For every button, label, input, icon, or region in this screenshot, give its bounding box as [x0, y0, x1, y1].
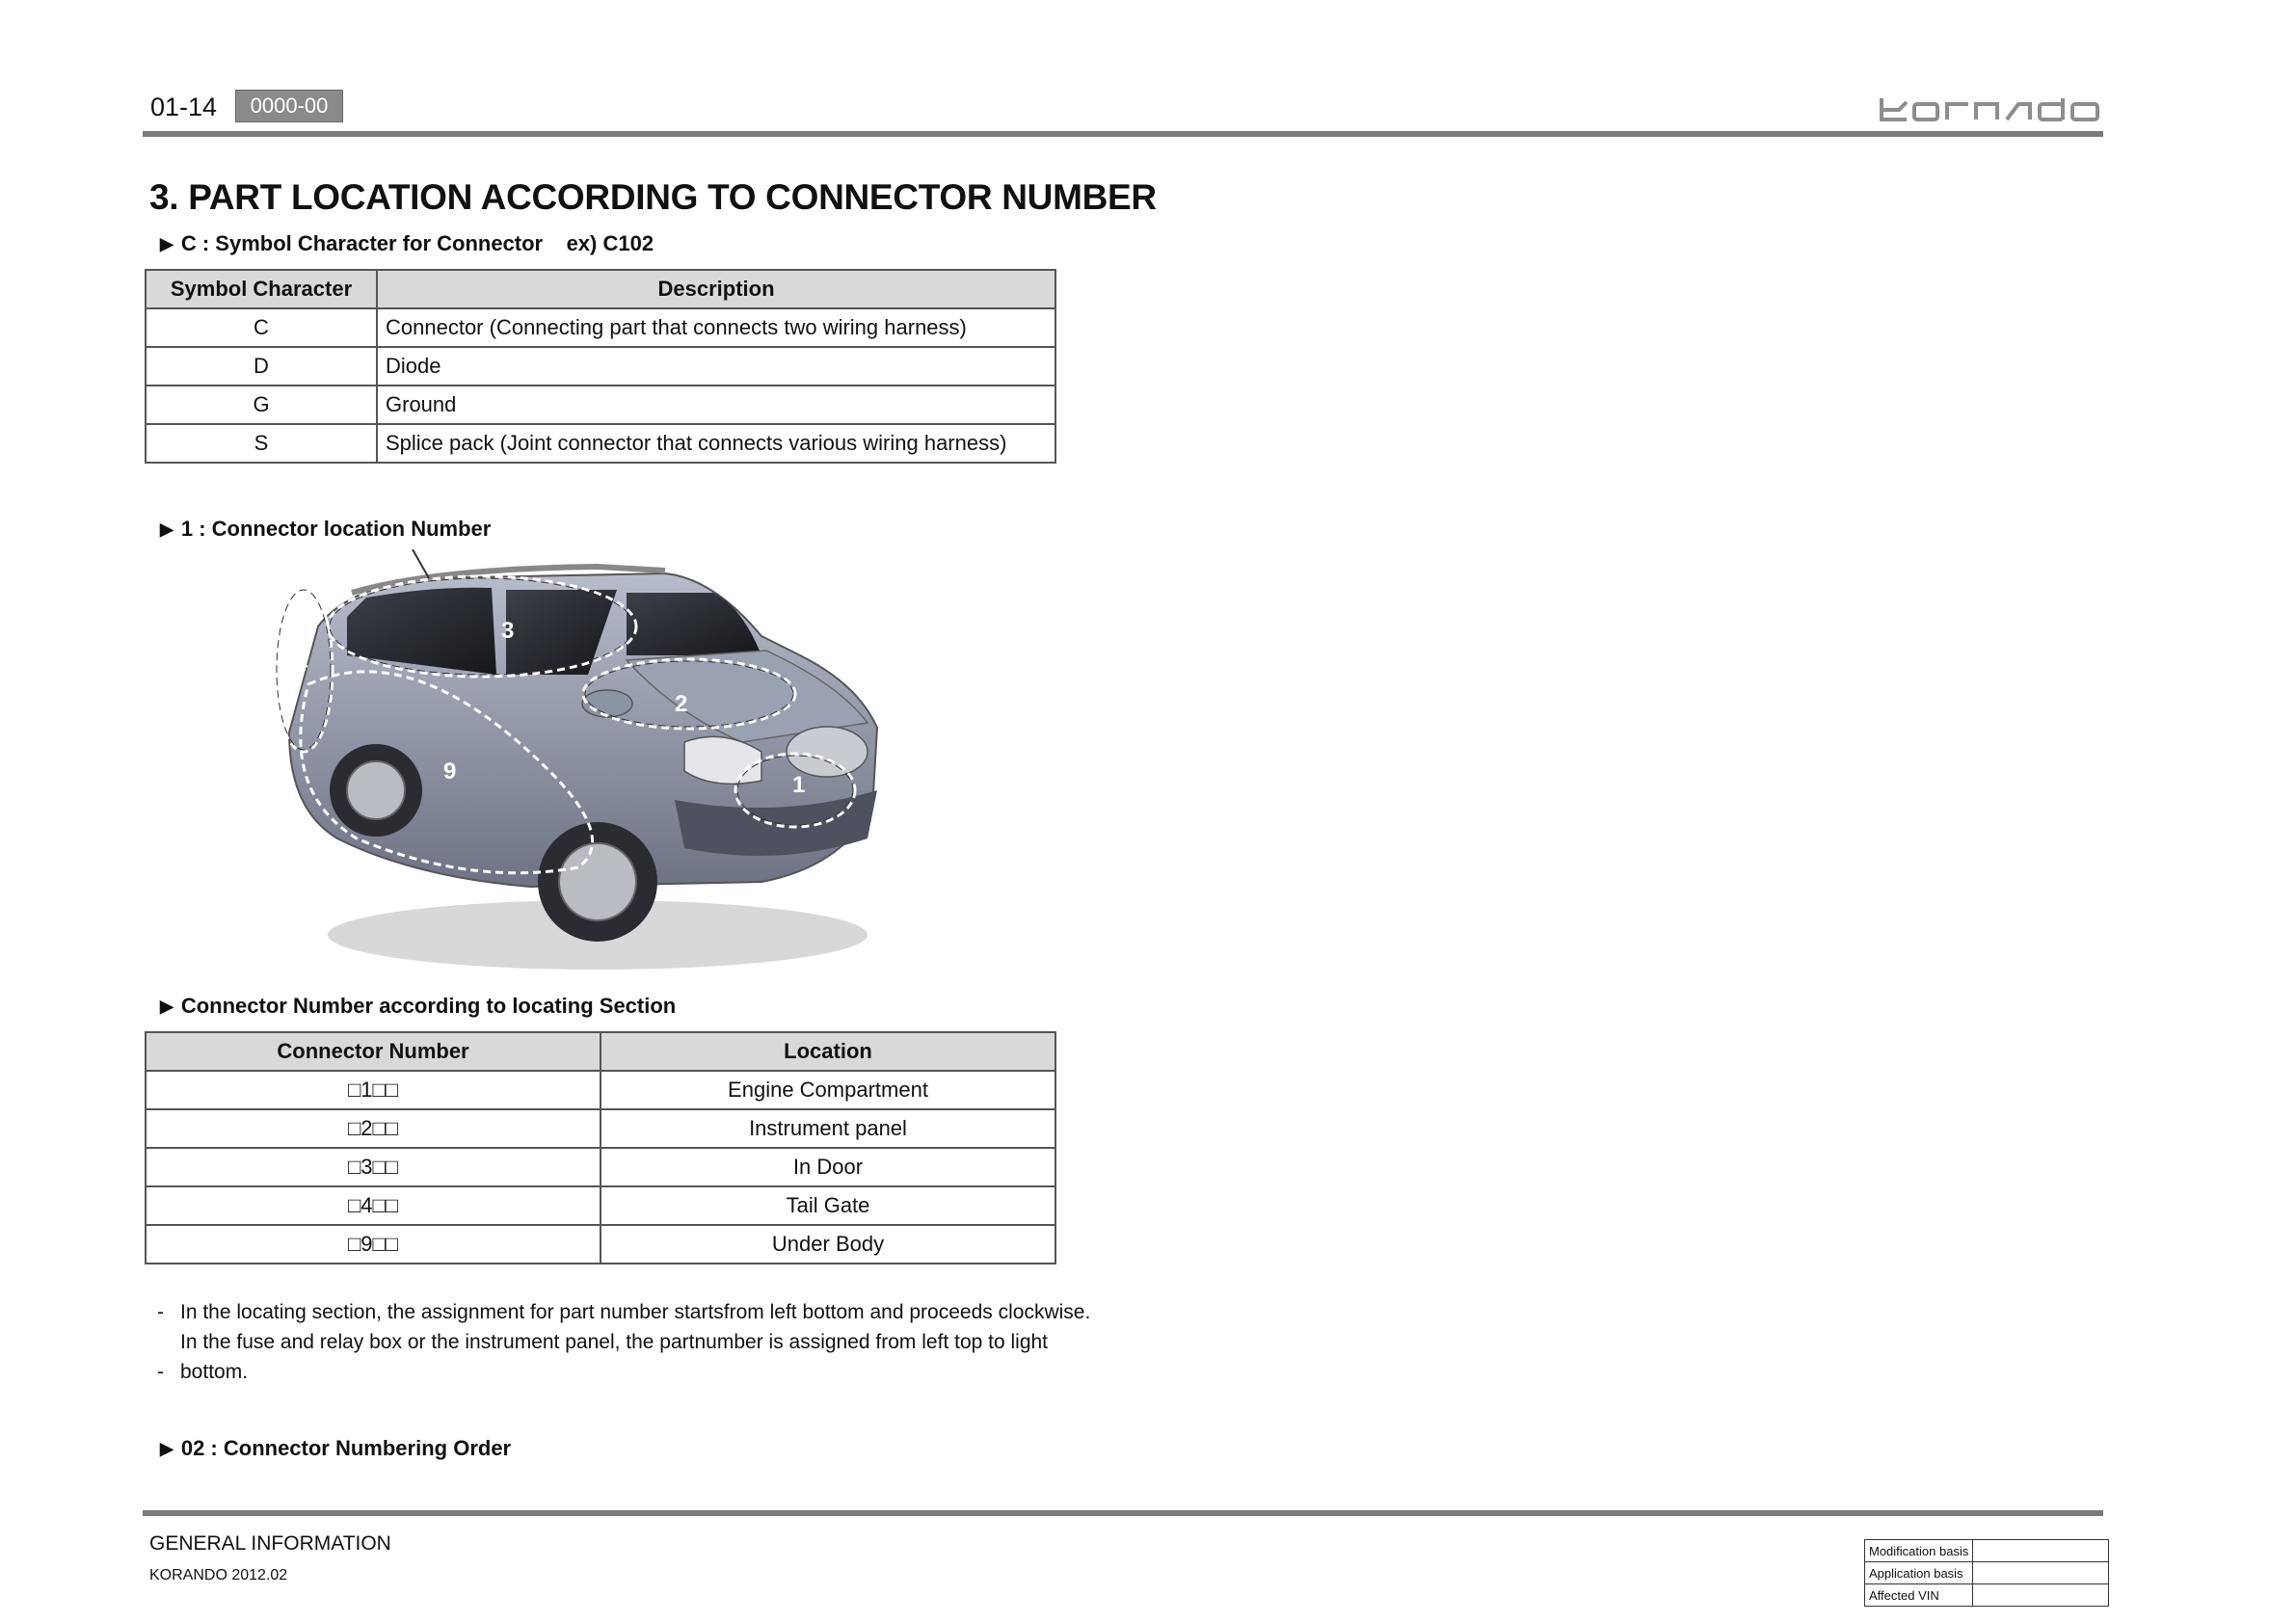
zone-label-2: 2: [675, 691, 688, 717]
order-section-heading: ▶ 02 : Connector Numbering Order: [160, 1436, 512, 1460]
revision-label: Affected VIN: [1865, 1584, 1973, 1607]
revision-label: Application basis: [1865, 1562, 1973, 1584]
connector-section-heading: ▶ Connector Number according to locating Section: [160, 994, 677, 1018]
zone-label-9: 9: [443, 758, 457, 785]
triangle-bullet-icon: ▶: [160, 1438, 174, 1458]
description-cell: Ground: [377, 386, 1055, 424]
revision-label: Modification basis: [1865, 1540, 1973, 1562]
zone-label-4: 4: [295, 651, 308, 677]
table-row: [146, 386, 1055, 424]
connector-table: [145, 1031, 1056, 1264]
connector-number-cell: □4□□: [146, 1186, 601, 1225]
connector-number-cell: □9□□: [146, 1225, 601, 1264]
connector-number-cell: □1□□: [146, 1071, 601, 1109]
description-cell: Diode: [377, 347, 1055, 386]
revision-table: [1864, 1539, 2109, 1607]
table-row: [1865, 1540, 2109, 1562]
column-header: Description: [377, 270, 1055, 308]
location-cell: In Door: [601, 1148, 1055, 1186]
description-cell: Connector (Connecting part that connects two wiring harness): [377, 308, 1055, 347]
table-header-row: [146, 1032, 1055, 1071]
footer-section-name: GENERAL INFORMATION: [149, 1532, 391, 1555]
table-row: [146, 308, 1055, 347]
table-row: [146, 1225, 1055, 1264]
column-header: Connector Number: [146, 1032, 601, 1071]
note-line: - In the locating section, the assignment for part number startsfrom left bottom and proceeds clockwise.: [157, 1301, 1091, 1323]
column-header: Location: [601, 1032, 1055, 1071]
note-line: In the fuse and relay box or the instrument panel, the partnumber is assigned from left top to light: [180, 1331, 1049, 1353]
symbol-cell: S: [146, 424, 377, 463]
location-cell: Instrument panel: [601, 1109, 1055, 1148]
footer-rule: [143, 1510, 2103, 1516]
footer-edition: KORANDO 2012.02: [149, 1567, 288, 1583]
triangle-bullet-icon: ▶: [160, 233, 174, 253]
location-cell: Tail Gate: [601, 1186, 1055, 1225]
table-row: [146, 1109, 1055, 1148]
table-row: [146, 1148, 1055, 1186]
table-row: [146, 424, 1055, 463]
brand-text: [1878, 96, 2101, 123]
car-location-photo: [260, 549, 896, 981]
symbol-section-heading: ▶ C : Symbol Character for Connector ex) C102: [160, 231, 654, 255]
connector-number-cell: □3□□: [146, 1148, 601, 1186]
location-cell: Engine Compartment: [601, 1071, 1055, 1109]
symbol-table: [145, 269, 1056, 464]
revision-value: [1973, 1584, 2109, 1607]
section-code-badge: 0000-00: [235, 90, 343, 122]
table-row: [146, 1186, 1055, 1225]
symbol-cell: C: [146, 308, 377, 347]
revision-value: [1973, 1540, 2109, 1562]
zone-label-3: 3: [501, 618, 515, 644]
connector-number-cell: □2□□: [146, 1109, 601, 1148]
header-rule: [143, 131, 2103, 137]
page-number: 01-14: [150, 93, 218, 121]
column-header: Symbol Character: [146, 270, 377, 308]
location-cell: Under Body: [601, 1225, 1055, 1264]
table-row: [146, 347, 1055, 386]
zone-label-1: 1: [792, 772, 806, 798]
page-title: 3. PART LOCATION ACCORDING TO CONNECTOR NUMBER: [149, 177, 1157, 217]
note-line: - bottom.: [157, 1361, 249, 1383]
symbol-cell: G: [146, 386, 377, 424]
location-section-heading: ▶ 1 : Connector location Number: [160, 517, 492, 541]
table-row: [1865, 1584, 2109, 1607]
table-header-row: [146, 270, 1055, 308]
revision-value: [1973, 1562, 2109, 1584]
triangle-bullet-icon: ▶: [160, 996, 174, 1016]
table-row: [146, 1071, 1055, 1109]
triangle-bullet-icon: ▶: [160, 519, 174, 539]
description-cell: Splice pack (Joint connector that connects various wiring harness): [377, 424, 1055, 463]
table-row: [1865, 1562, 2109, 1584]
symbol-cell: D: [146, 347, 377, 386]
numbering-notes: [157, 1297, 1090, 1387]
